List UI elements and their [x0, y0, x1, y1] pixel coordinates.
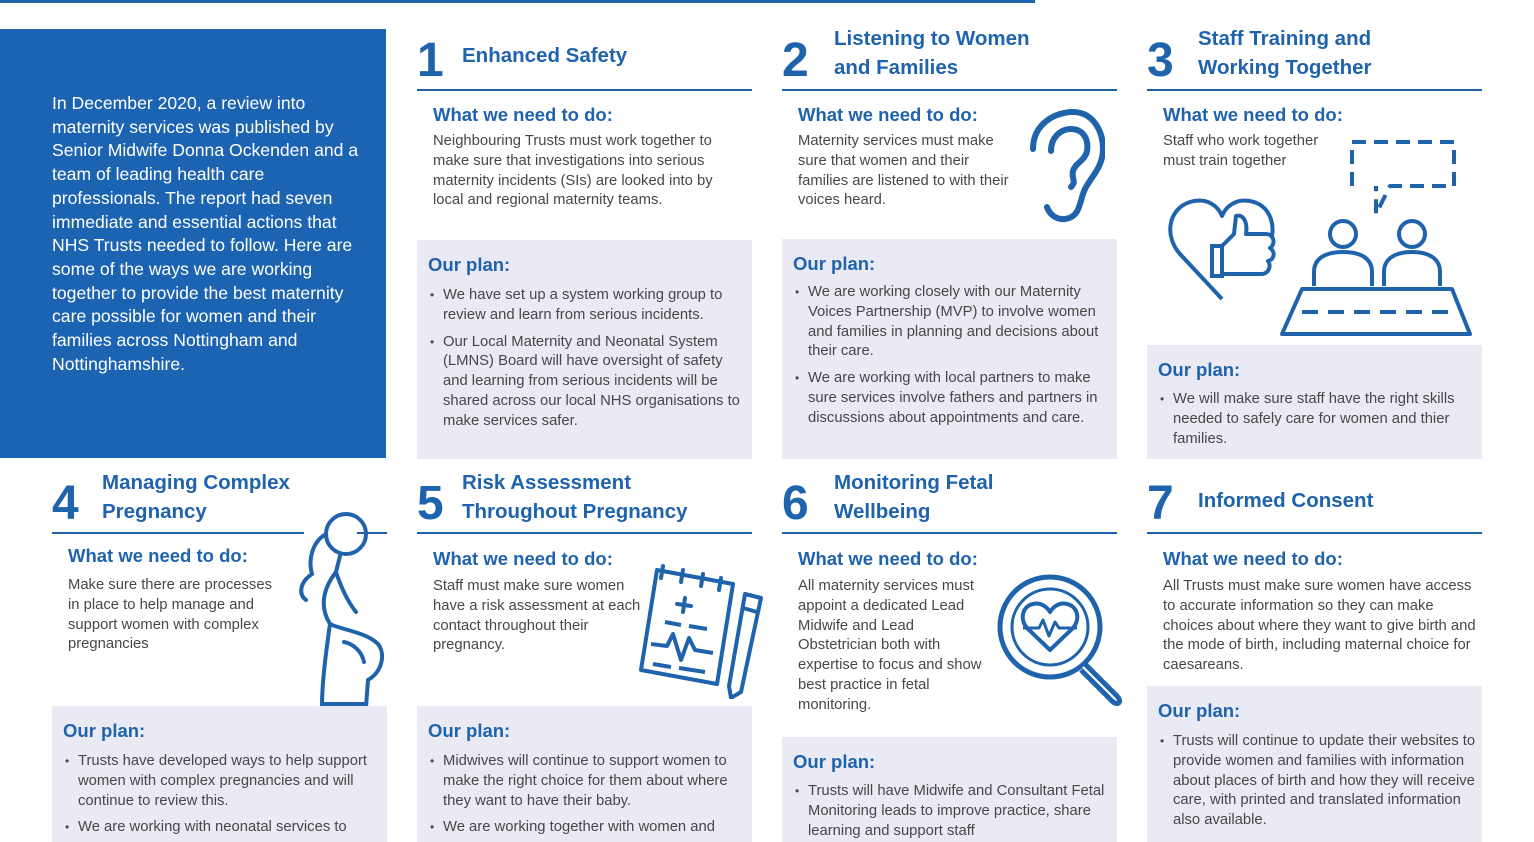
plan-heading: Our plan:	[1158, 359, 1241, 380]
plan-list	[1158, 390, 1478, 456]
clipboard-pen-icon	[633, 564, 773, 699]
plan-item: • Midwives will continue to support women to make the right choice for them about where they want to have their baby.	[428, 752, 748, 811]
action-card-7	[1147, 472, 1482, 842]
action-number: 5	[417, 477, 444, 530]
need-text: Neighbouring Trusts must work together to make sure that investigations into serious maternity incidents (SIs) are looked into by local and regional maternity teams.	[433, 133, 713, 209]
need-heading: What we need to do:	[1163, 548, 1343, 569]
need-heading: What we need to do:	[433, 548, 613, 569]
action-header	[782, 29, 1117, 91]
plan-item: • We are working together with women and	[428, 818, 748, 838]
action-header	[782, 472, 1117, 534]
action-number: 7	[1147, 477, 1174, 530]
pregnant-woman-icon	[282, 512, 392, 712]
need-text: Make sure there are processes in place to help manage and support women with complex pregnancies	[68, 577, 272, 653]
action-number: 2	[782, 34, 809, 87]
plan-item: • We are working with neonatal services to	[63, 818, 383, 838]
action-title: Enhanced Safety	[462, 44, 628, 67]
action-header	[417, 472, 752, 534]
need-text: All Trusts must make sure women have access to accurate information so they can make choices about where they want to give birth and the mode of birth, including maternal choice for caesareans.	[1163, 578, 1476, 674]
plan-panel	[1147, 686, 1482, 842]
need-heading: What we need to do:	[798, 548, 978, 569]
action-title: Listening to Women and Families	[834, 27, 1030, 79]
heart-magnifier-icon	[995, 572, 1130, 707]
action-title: Informed Consent	[1198, 489, 1374, 512]
plan-item: • We are working with local partners to make sure services involve fathers and partners in discussions about appointments and care.	[793, 369, 1113, 428]
action-card-5	[417, 472, 752, 842]
plan-item: • Trusts have developed ways to help support women with complex pregnancies and will continue to review this.	[63, 752, 383, 811]
action-title: Monitoring Fetal Wellbeing	[834, 471, 994, 523]
plan-heading: Our plan:	[793, 751, 876, 772]
plan-panel	[1147, 345, 1482, 459]
action-title: Managing Complex Pregnancy	[102, 471, 290, 523]
action-card-2	[782, 29, 1117, 459]
action-header	[1147, 472, 1482, 534]
plan-list	[63, 752, 383, 842]
intro-panel	[0, 29, 386, 458]
plan-item: • Our Local Maternity and Neonatal System (LMNS) Board will have oversight of safety and learning from serious incidents will be shared across our local NHS organisations to make services safer.	[428, 333, 748, 432]
plan-list	[428, 752, 748, 842]
plan-item: • We are working closely with our Maternity Voices Partnership (MVP) to involve women and families in planning and decisions about their care.	[793, 283, 1113, 362]
action-number: 6	[782, 477, 809, 530]
need-heading: What we need to do:	[433, 104, 613, 125]
need-text: Staff who work together must train together	[1163, 133, 1319, 169]
action-number: 4	[52, 477, 79, 530]
plan-item: • Trusts will have Midwife and Consultant Fetal Monitoring leads to improve practice, share learning and support staff	[793, 782, 1113, 841]
action-header	[52, 472, 304, 534]
plan-list	[793, 283, 1113, 436]
intro-text: In December 2020, a review into maternity services was published by Senior Midwife Donna Ockenden and a team of leading health care professionals. The report had seven immediate and essential actions that NHS Trusts needed to follow. Here are some of the ways we are working together to provide the best maternity care possible for women and their families across Nottingham and Nottinghamshire.	[52, 93, 359, 374]
action-header	[417, 29, 752, 91]
action-number: 1	[417, 34, 444, 87]
action-title: Staff Training and Working Together	[1198, 27, 1372, 79]
plan-panel	[52, 706, 387, 842]
plan-heading: Our plan:	[793, 253, 876, 274]
action-card-3	[1147, 29, 1482, 459]
training-icon	[1162, 134, 1482, 339]
need-heading: What we need to do:	[1163, 104, 1343, 125]
action-card-4	[52, 472, 387, 842]
action-header	[1147, 29, 1482, 91]
plan-item: • Trusts will continue to update their websites to provide women and families with information about places of birth and how they will receive care, with printed and translated information also available.	[1158, 732, 1478, 831]
need-heading: What we need to do:	[68, 545, 248, 566]
plan-list	[428, 286, 748, 439]
need-heading: What we need to do:	[798, 104, 978, 125]
plan-item: • We have set up a system working group to review and learn from serious incidents.	[428, 286, 748, 326]
need-text: Staff must make sure women have a risk assessment at each contact throughout their pregnancy.	[433, 578, 641, 654]
action-number: 3	[1147, 34, 1174, 87]
plan-panel	[417, 240, 752, 459]
plan-list	[1158, 732, 1478, 838]
action-card-6	[782, 472, 1117, 842]
plan-heading: Our plan:	[428, 720, 511, 741]
action-card-1	[417, 29, 752, 459]
plan-item: • We will make sure staff have the right skills needed to safely care for women and thier families.	[1158, 390, 1478, 449]
ear-icon	[1025, 109, 1105, 227]
action-title: Risk Assessment Throughout Pregnancy	[462, 471, 688, 523]
need-text: Maternity services must make sure that women and their families are listened to with their voices heard.	[798, 133, 1009, 209]
plan-panel	[417, 706, 752, 842]
plan-list	[793, 782, 1113, 842]
plan-panel	[782, 239, 1117, 459]
plan-panel	[782, 737, 1117, 842]
need-text: All maternity services must appoint a dedicated Lead Midwife and Lead Obstetrician both with expertise to focus and show best practice in fetal monitoring.	[798, 578, 982, 713]
top-rule	[0, 0, 1035, 3]
plan-heading: Our plan:	[63, 720, 146, 741]
plan-heading: Our plan:	[1158, 700, 1241, 721]
plan-heading: Our plan:	[428, 254, 511, 275]
